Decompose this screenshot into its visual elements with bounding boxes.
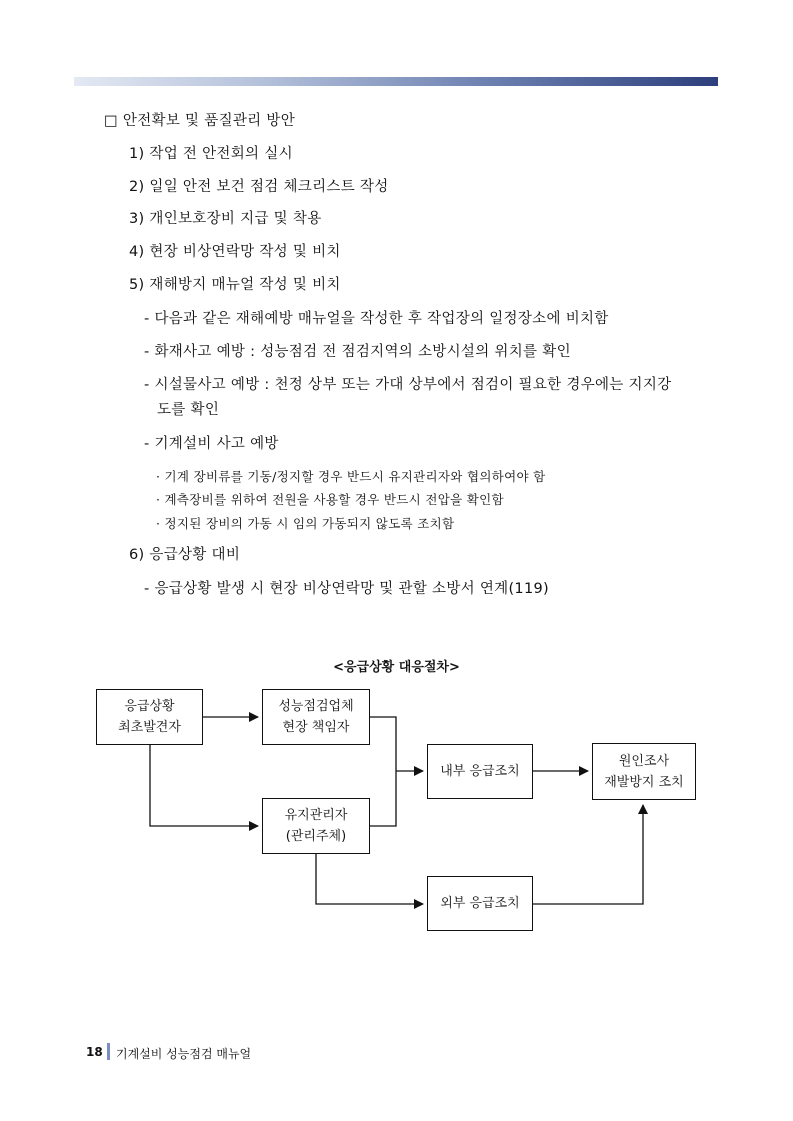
box-manager-line2: (관리주체) bbox=[285, 829, 347, 844]
box-first-finder bbox=[96, 689, 203, 745]
arrow-finder-to-manager bbox=[150, 745, 258, 826]
sub-item-3: · 정지된 장비의 가동 시 임의 가동되지 않도록 조치함 bbox=[156, 516, 455, 531]
diagram-title: <응급상황 대응절차> bbox=[333, 660, 460, 675]
list-item-3: 3) 개인보호장비 지급 및 착용 bbox=[129, 211, 322, 227]
box-cause-line2: 재발방지 조치 bbox=[604, 774, 684, 790]
sub-item-1: · 기계 장비류를 기동/정지할 경우 반드시 유지관리자와 협의하여야 함 bbox=[156, 469, 546, 484]
list-item-5: 5) 재해방지 매뉴얼 작성 및 비치 bbox=[129, 277, 341, 293]
box-cause-investigation bbox=[592, 743, 696, 800]
box-cause-line1: 원인조사 bbox=[618, 753, 670, 769]
box-contractor bbox=[262, 689, 370, 745]
arrow-manager-to-external bbox=[316, 854, 423, 904]
box-maintenance-manager bbox=[262, 798, 370, 854]
box-internal-response bbox=[427, 744, 533, 799]
arrow-external-to-cause bbox=[533, 805, 643, 904]
box-first-finder-line2: 최초발견자 bbox=[118, 720, 181, 735]
box-internal-line1: 내부 응급조치 bbox=[440, 764, 520, 779]
sub-item-2: · 계측장비를 위하여 전원을 사용할 경우 반드시 전압을 확인함 bbox=[156, 492, 504, 507]
box-contractor-line1: 성능점검업체 bbox=[278, 699, 354, 714]
bracket-contractor-manager bbox=[370, 717, 396, 826]
list-item-4: 4) 현장 비상연락망 작성 및 비치 bbox=[129, 244, 341, 260]
list-item-1: 1) 작업 전 안전회의 실시 bbox=[129, 146, 293, 162]
box-manager-line1: 유지관리자 bbox=[284, 808, 348, 823]
list-item-2: 2) 일일 안전 보건 점검 체크리스트 작성 bbox=[129, 179, 389, 195]
dash-item-4: - 기계설비 사고 예방 bbox=[144, 436, 279, 452]
box-first-finder-line1: 응급상황 bbox=[124, 699, 175, 714]
box-contractor-line2: 현장 책임자 bbox=[282, 720, 350, 735]
section-heading: □ 안전확보 및 품질관리 방안 bbox=[104, 113, 296, 129]
footer-divider bbox=[107, 1043, 110, 1060]
box-external-response bbox=[427, 876, 533, 931]
page-number: 18 bbox=[86, 1045, 103, 1059]
footer-title: 기계설비 성능점검 매뉴얼 bbox=[116, 1047, 252, 1061]
dash-item-3-cont: 도를 확인 bbox=[157, 402, 220, 418]
list-item-6: 6) 응급상황 대비 bbox=[129, 547, 241, 563]
dash-item-6: - 응급상황 발생 시 현장 비상연락망 및 관할 소방서 연계(119) bbox=[144, 581, 549, 597]
dash-item-3: - 시설물사고 예방 : 천정 상부 또는 가대 상부에서 점검이 필요한 경우에는 지지강 bbox=[144, 377, 672, 393]
dash-item-2: - 화재사고 예방 : 성능점검 전 점검지역의 소방시설의 위치를 확인 bbox=[144, 344, 571, 360]
dash-item-1: - 다음과 같은 재해예방 매뉴얼을 작성한 후 작업장의 일정장소에 비치함 bbox=[144, 311, 609, 327]
box-external-line1: 외부 응급조치 bbox=[440, 896, 520, 911]
